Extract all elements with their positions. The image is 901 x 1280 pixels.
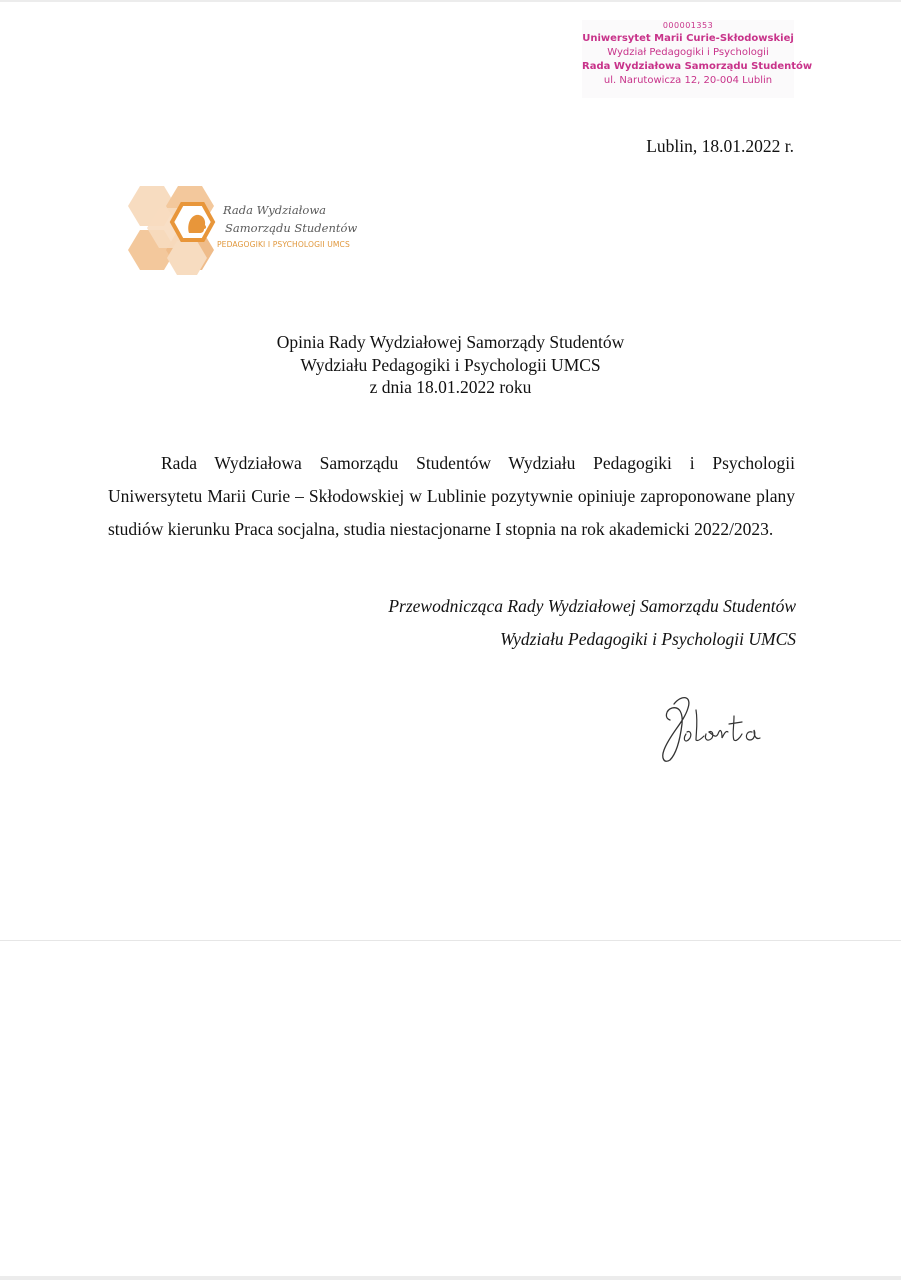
- body-paragraph: Rada Wydziałowa Samorządu Studentów Wydziału Pedagogiki i Psychologii Uniwersytetu Marii Curie – Skłodowskiej w Lublinie pozytywnie opiniuje zaproponowane plany studiów kierunku Praca socjalna, studia niestacjonarne I stopnia na rok akademicki 2022/2023.: [108, 453, 795, 539]
- heading-line3: z dnia 18.01.2022 roku: [369, 377, 532, 397]
- stamp-address: ul. Narutowicza 12, 20-004 Lublin: [603, 75, 773, 86]
- stamp-number: 000001353: [662, 21, 714, 30]
- stamp-council: Rada Wydziałowa Samorządu Studentów: [582, 61, 813, 72]
- stamp-university: Uniwersytet Marii Curie-Skłodowskiej: [582, 33, 794, 44]
- council-logo: [127, 183, 367, 283]
- document-heading: [0, 331, 901, 399]
- stamp-faculty: Wydział Pedagogiki i Psychologii: [607, 47, 769, 58]
- document-date: Lublin, 18.01.2022 r.: [646, 136, 794, 156]
- heading-line1: Opinia Rady Wydziałowej Samorządy Studentów: [276, 332, 625, 352]
- signatory-title: Przewodnicząca Rady Wydziałowej Samorządu Studentów: [388, 596, 796, 616]
- logo-subtitle: PEDAGOGIKI I PSYCHOLOGII UMCS: [217, 240, 350, 249]
- registration-stamp: [582, 20, 813, 98]
- page-top-edge: [0, 0, 901, 2]
- heading-line2: Wydziału Pedagogiki i Psychologii UMCS: [300, 354, 601, 375]
- logo-title-line2: Samorządu Studentów: [225, 221, 358, 235]
- page-divider: [0, 940, 901, 941]
- signatory-block: [388, 590, 796, 656]
- page-bottom-edge: [0, 1276, 901, 1280]
- signatory-faculty: Wydziału Pedagogiki i Psychologii UMCS: [500, 629, 796, 649]
- handwritten-signature: [652, 690, 772, 770]
- logo-title-line1: Rada Wydziałowa: [223, 203, 327, 217]
